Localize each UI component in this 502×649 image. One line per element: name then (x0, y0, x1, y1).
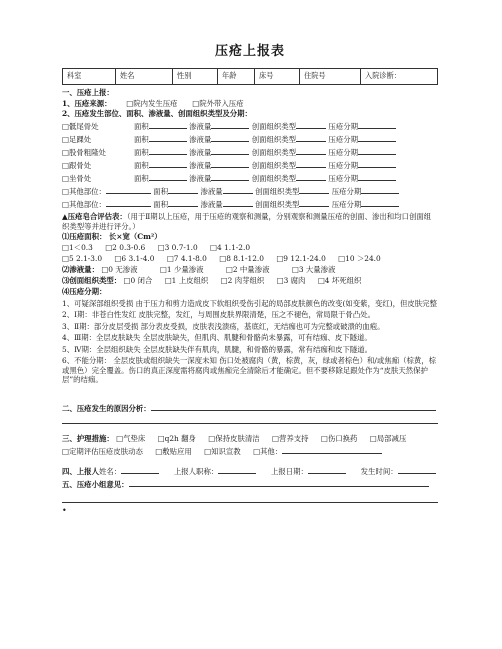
area-label: 面积 (134, 161, 149, 171)
tissue-field[interactable] (296, 147, 326, 155)
area-score-options-1 (62, 244, 438, 253)
cause-analysis-line[interactable] (62, 414, 438, 424)
site-row (62, 134, 438, 145)
site-row (62, 160, 438, 171)
reporter-title-label: 上报人职称： (173, 466, 219, 476)
tissue-score-row (62, 277, 438, 286)
stage-field[interactable] (361, 199, 399, 207)
reporter-title-field[interactable] (218, 466, 256, 474)
stage-score-label: ⑷压疮分期： (62, 286, 107, 296)
site-row-other (62, 199, 438, 210)
stage-description: 6、不能分期： 全层皮肤或组织缺失一深度未知 伤口处被腐肉（黄，棕黄，灰，绿或者棕色）和/或焦痂（棕黄，棕或黑色）完全覆盖。伤口的真正深度需将腐肉或焦痂完全清除后才能确定。但不要移除足跟处作为“皮肤天然保护层”的结痂。 (62, 356, 437, 385)
exudate-score-row (62, 266, 438, 275)
header-cell-gender[interactable]: 性别 (173, 68, 218, 84)
area-label: 面积 (134, 174, 149, 184)
committee-opinion-line[interactable] (62, 491, 438, 503)
checkbox-hospital-acquired[interactable]: □院内发生压疮 (126, 98, 178, 108)
tissue-field[interactable] (296, 134, 326, 142)
committee-opinion-heading: 五、压疮小组意见： (62, 480, 129, 490)
reporter-name-field[interactable] (121, 466, 159, 474)
assessment-intro (62, 212, 438, 231)
stage-field[interactable] (358, 134, 396, 142)
measure-option[interactable]: □营养支持 (271, 433, 309, 443)
checkbox-site-sacrum[interactable]: □骶尾骨处 (62, 122, 99, 132)
area-option[interactable]: □2 0.3-0.6 (105, 243, 146, 253)
exudate-score-label: ⑵渗液量： (62, 265, 99, 275)
exudate-label: 渗液量 (189, 148, 212, 158)
report-date-label: 上报日期： (270, 466, 308, 476)
tissue-label: 创面组织类型 (251, 135, 297, 145)
tissue-score-label: ⑶创面组织类型： (62, 276, 122, 285)
stage-label: 压疮分期 (331, 200, 362, 210)
stage-field[interactable] (361, 186, 399, 194)
assessment-label: ▲压疮皂合评估表： (62, 212, 127, 222)
area-option[interactable]: □8 8.1-12.0 (219, 254, 264, 264)
reporter-heading: 四、上报人 (62, 466, 99, 476)
stage-label: 压疮分期 (328, 174, 358, 184)
occurrence-time-field[interactable] (398, 466, 436, 474)
tissue-label: 创面组织类型 (251, 161, 297, 171)
area-label: 面积 (153, 187, 169, 197)
tissue-field[interactable] (299, 186, 329, 194)
measure-other-field[interactable] (282, 446, 382, 454)
tissue-field[interactable] (296, 160, 326, 168)
tissue-option[interactable]: □4 坏死组织 (317, 276, 362, 285)
measure-option[interactable]: □q2h 翻身 (157, 433, 196, 443)
tissue-label: 创面组织类型 (251, 174, 297, 184)
nursing-measures-row-2 (62, 446, 438, 457)
cause-analysis-row (62, 403, 438, 414)
measure-option[interactable]: □局部减压 (369, 433, 407, 443)
nursing-measures-heading: 三、护理措施： (62, 433, 114, 443)
area-option[interactable]: □9 12.1-24.0 (276, 254, 326, 264)
area-field[interactable] (149, 134, 187, 142)
area-field[interactable] (168, 199, 198, 207)
exudate-option[interactable]: □0 无渗液 (101, 265, 138, 275)
report-form (62, 44, 438, 516)
area-label: 面积 (153, 200, 169, 210)
stage-field[interactable] (358, 121, 396, 129)
checkbox-site-other[interactable]: □其他部位： (62, 187, 106, 197)
assessment-description: （用于Ⅱ期以上压疮，用于压疮的观察和测量，分别观察和测量压疮的创面、渗出和均口创面组织类型等并进行评分。） (62, 212, 432, 231)
occurrence-time-label: 发生时间： (360, 466, 398, 476)
area-option[interactable]: □6 3.1-4.0 (114, 254, 155, 264)
stage-field[interactable] (358, 160, 396, 168)
header-cell-dept[interactable]: 科室 (63, 68, 116, 84)
exudate-option[interactable]: □3 大量渗液 (291, 265, 336, 275)
stage-label: 压疮分期 (328, 122, 358, 132)
checkbox-site-trochanter[interactable]: □股骨粗隆处 (62, 148, 106, 158)
tissue-label: 创面组织类型 (255, 187, 300, 197)
exudate-field[interactable] (211, 134, 249, 142)
bullet-mark: • (62, 506, 67, 516)
stage-label: 压疮分期 (331, 187, 362, 197)
committee-row (62, 479, 438, 490)
exudate-field[interactable] (211, 121, 249, 129)
stage-label: 压疮分期 (328, 135, 358, 145)
reporter-row (62, 466, 438, 477)
report-date-field[interactable] (308, 466, 346, 474)
exudate-field[interactable] (211, 147, 249, 155)
exudate-label: 渗液量 (189, 161, 212, 171)
area-field[interactable] (168, 186, 198, 194)
other-site-field[interactable] (106, 199, 151, 207)
area-score-options-2 (62, 255, 438, 264)
tissue-option[interactable]: □2 肉芽组织 (220, 276, 265, 285)
header-cell-bed[interactable]: 床号 (255, 68, 300, 84)
committee-opinion-field[interactable] (129, 479, 429, 487)
header-cell-admission-no[interactable]: 住院号 (300, 68, 361, 84)
stage-description: 5、Ⅳ期：全层组织缺失 全层皮肤缺失伴有肌肉，肌腱，和骨骼的暴露，常有结痂和皮下隧道。 (62, 344, 373, 354)
patient-header-table (62, 68, 438, 85)
stage-description: 4、Ⅲ期：全层皮肤缺失 全层皮肤缺失，但肌肉、肌腱和骨骼尚未暴露，可有结痂、皮下隧道。 (62, 333, 372, 343)
source-row (62, 100, 438, 109)
checkbox-site-ischium[interactable]: □坐骨处 (62, 174, 92, 184)
checkbox-admitted-with[interactable]: □院外带入压疮 (192, 98, 244, 108)
area-option[interactable]: □3 0.7-1.0 (157, 243, 198, 253)
measure-option[interactable]: □敷贴应用 (155, 446, 192, 456)
site-row (62, 147, 438, 158)
area-label: 面积 (134, 148, 149, 158)
measure-option[interactable]: □保持皮肤清洁 (208, 433, 260, 443)
exudate-label: 渗液量 (189, 174, 212, 184)
tissue-field[interactable] (296, 173, 326, 181)
area-label: 面积 (134, 122, 149, 132)
stage-description: 2、Ⅰ期：非苍白性发红 皮肤完整，发红，与周围皮肤界限清楚，压之不褪色，常局限于骨凸处。 (62, 310, 375, 320)
cause-analysis-field[interactable] (151, 403, 436, 411)
tissue-label: 创面组织类型 (255, 200, 300, 210)
measure-option[interactable]: □定期评估压疮皮肤动态 (62, 446, 143, 456)
header-cell-age[interactable]: 年龄 (218, 68, 255, 84)
site-row-other (62, 186, 438, 197)
area-field[interactable] (149, 173, 187, 181)
tissue-field[interactable] (299, 199, 329, 207)
cause-analysis-heading: 二、压疮发生的原因分析： (62, 403, 151, 413)
exudate-label: 渗液量 (189, 122, 212, 132)
exudate-option[interactable]: □2 中量渗液 (225, 265, 270, 275)
exudate-field[interactable] (223, 186, 253, 194)
area-option[interactable]: □5 2.1-3.0 (62, 254, 103, 264)
page-title: 压疮上报表 (214, 44, 285, 59)
stage-label: 压疮分期 (328, 148, 358, 158)
tissue-field[interactable] (296, 121, 326, 129)
area-score-label: ⑴压疮面积： 长×宽（Cm²） (62, 232, 162, 242)
area-option[interactable]: □7 4.1-8.0 (166, 254, 207, 264)
source-label: 1、压疮来源： (62, 98, 112, 108)
area-option[interactable]: □4 1.1-2.0 (210, 243, 251, 253)
stage-field[interactable] (358, 147, 396, 155)
exudate-label: 渗液量 (200, 187, 223, 197)
stage-field[interactable] (358, 173, 396, 181)
reporter-name-label: 姓名： (98, 466, 122, 476)
area-label: 面积 (134, 135, 149, 145)
tissue-option[interactable]: □1 上皮组织 (164, 276, 209, 285)
tissue-label: 创面组织类型 (251, 122, 297, 132)
nursing-measures-row (62, 435, 438, 444)
checkbox-site-other[interactable]: □其他部位： (62, 200, 106, 210)
exudate-label: 渗液量 (200, 200, 223, 210)
tissue-option[interactable]: □0 闭合 (123, 276, 153, 285)
area-option[interactable]: □10 ＞24.0 (338, 254, 381, 264)
header-cell-diagnosis[interactable]: 入院诊断： (361, 68, 438, 84)
site-row (62, 173, 438, 184)
area-option[interactable]: □1＜0.3 (62, 243, 93, 253)
measure-option[interactable]: □其他： (253, 446, 283, 456)
measure-option[interactable]: □气垫床 (116, 433, 146, 443)
area-field[interactable] (149, 160, 187, 168)
checkbox-site-heel[interactable]: □跟骨处 (62, 161, 92, 171)
stage-description: 3、Ⅱ期：部分皮层受损 部分表皮受损，皮肤表浅溃疡，基底红，无结痂也可为完整或破溃的血疱。 (62, 321, 385, 331)
exudate-field[interactable] (211, 160, 249, 168)
stage-description: 1、可疑深部组织受损 由于压力和剪力造成皮下软组织受伤引起的局部皮肤颜色的改变(如变紫，变红)，但皮肤完整 (62, 298, 437, 308)
section-report-heading: 一、压疮上报： (62, 87, 114, 97)
measure-option[interactable]: □伤口换药 (320, 433, 358, 443)
exudate-label: 渗液量 (189, 135, 212, 145)
tissue-label: 创面组织类型 (251, 148, 297, 158)
site-row (62, 121, 438, 132)
checkbox-site-ankle[interactable]: □足踝处 (62, 135, 92, 145)
measure-option[interactable]: □知识宣教 (204, 446, 241, 456)
area-field[interactable] (149, 147, 187, 155)
other-site-field[interactable] (106, 186, 151, 194)
area-field[interactable] (149, 121, 187, 129)
exudate-field[interactable] (223, 199, 253, 207)
exudate-option[interactable]: □1 少量渗液 (159, 265, 204, 275)
header-cell-name[interactable]: 姓名 (116, 68, 173, 84)
exudate-field[interactable] (211, 173, 249, 181)
stage-label: 压疮分期 (328, 161, 358, 171)
tissue-option[interactable]: □3 腐肉 (276, 276, 306, 285)
site-section-heading: 2、压疮发生部位、面积、渗液量、创面组织类型及分期： (62, 109, 252, 119)
